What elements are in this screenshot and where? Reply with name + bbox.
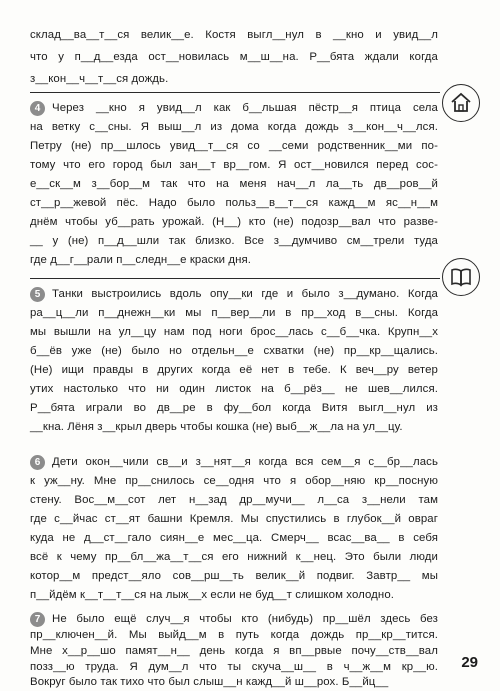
task-line: Р__бята играли во дв__ре в фу__бол когда Витя выгл__нул из bbox=[30, 402, 438, 414]
task-line: __ у (не) п__д__шли так близко. Все з__думчиво см__трели туда bbox=[30, 235, 438, 247]
task-line: е__ск__м з__бор__м так что на меня нач__л ла__ть дв__ров__й bbox=[30, 178, 438, 190]
task-line: Петру (не) пр__шлось увид__т__ся со __семи родственник__ми по- bbox=[30, 140, 438, 152]
task-line: Не было ещё случ__я чтобы кто (нибудь) пр__шёл здесь без bbox=[52, 613, 438, 625]
task-number: 5 bbox=[30, 287, 45, 302]
open-book-icon bbox=[442, 258, 480, 296]
task-line: Вокруг было так тихо что был слыш__н кажд__й ш__рох. Б__йц__ bbox=[30, 676, 389, 688]
task-line: мы вышли на ул__цу нам под ноги брос__лась с__б__чка. Крупн__х bbox=[30, 326, 438, 338]
task-line: где с__йчас ст__ят башни Кремля. Мы спустились в глубок__й овраг bbox=[30, 513, 438, 525]
intro-line: з__кон__ч__т__ся дождь. bbox=[30, 73, 169, 85]
task-line: где д__г__рали п__следн__е краски дня. bbox=[30, 254, 252, 266]
task-line: позз__ю труда. Я дум__л что ты скуча__ш__ в ч__ж__м кр__ю. bbox=[30, 661, 438, 673]
section-divider bbox=[30, 278, 440, 279]
task-line: куда не д__ст__гало сиян__е мес__ца. Смерч__ всас__ва__ в себя bbox=[30, 532, 438, 544]
task-line: котор__м предст__яло сов__рш__ть велик__й подвиг. Завтр__ мы bbox=[30, 570, 438, 582]
task-line: днём чтобы уб__рать урожай. (Н__) кто (не) подозр__вал что разве- bbox=[30, 216, 438, 228]
intro-line: склад__ва__т__ся велик__е. Костя выгл__нул в __кно и увид__л bbox=[30, 29, 438, 41]
section-divider bbox=[30, 92, 440, 93]
task-line: всё к чему пр__бл__жа__т__ся его нижний к__нец. Это были люди bbox=[30, 551, 438, 563]
task-line: ст__р__жевой пёс. Надо было польз__в__т__ся кажд__м яс__н__м bbox=[30, 197, 438, 209]
task-line: __кна. Лёня з__крыл дверь чтобы кошка (не) выб__ж__ла на ул__цу. bbox=[30, 421, 403, 433]
task-line: б__ёв уже (не) было но отдельн__е схватки (не) пр__кр__щались. bbox=[30, 345, 438, 357]
task-number: 4 bbox=[30, 101, 45, 116]
task-line: Танки выстроились вдоль опу__ки где и было з__думано. Когда bbox=[52, 288, 438, 300]
intro-line: что у п__д__езда ост__новилась м__ш__на. Р__бята ждали когда bbox=[30, 51, 438, 63]
task-line: стену. Вос__м__сот лет н__зад др__мучи__ л__са з__нели там bbox=[30, 494, 438, 506]
task-line: утих настолько что ни один листок на б__рёз__ не шев__лился. bbox=[30, 383, 438, 395]
task-line: (Не) ищи правды в других когда её нет в тебе. К веч__ру ветер bbox=[30, 364, 438, 376]
page-number: 29 bbox=[461, 654, 478, 671]
task-line: тому что его город был зан__т вр__гом. Я ост__новился перед сос- bbox=[30, 159, 438, 171]
task-line: ра__ц__ли п__днежн__ки мы п__вер__ли в пр__ход в__сны. Когда bbox=[30, 307, 438, 319]
task-line: на ветку с__сны. Я выш__л из дома когда дождь з__кон__ч__лся. bbox=[30, 121, 438, 133]
task-number: 7 bbox=[30, 612, 45, 627]
task-line: пр__ключен__й. Мы выйд__м в путь когда дождь пр__кр__тится. bbox=[30, 629, 438, 641]
task-line: п__йдём к__т__т__ся на лыж__х если не буд__т слишком холодно. bbox=[30, 589, 395, 601]
task-line: к уж__ну. Мне пр__снилось се__одня что я обор__няю кр__посную bbox=[30, 475, 438, 487]
task-number: 6 bbox=[30, 455, 45, 470]
task-line: Через __кно я увид__л как б__льшая пёстр__я птица села bbox=[52, 102, 438, 114]
task-line: Мне х__р__шо памят__н__ день когда я вп__рвые почу__ств__вал bbox=[30, 645, 438, 657]
task-line: Дети окон__чили св__и з__нят__я когда вся сем__я с__бр__лась bbox=[52, 456, 438, 468]
home-icon bbox=[442, 84, 480, 122]
